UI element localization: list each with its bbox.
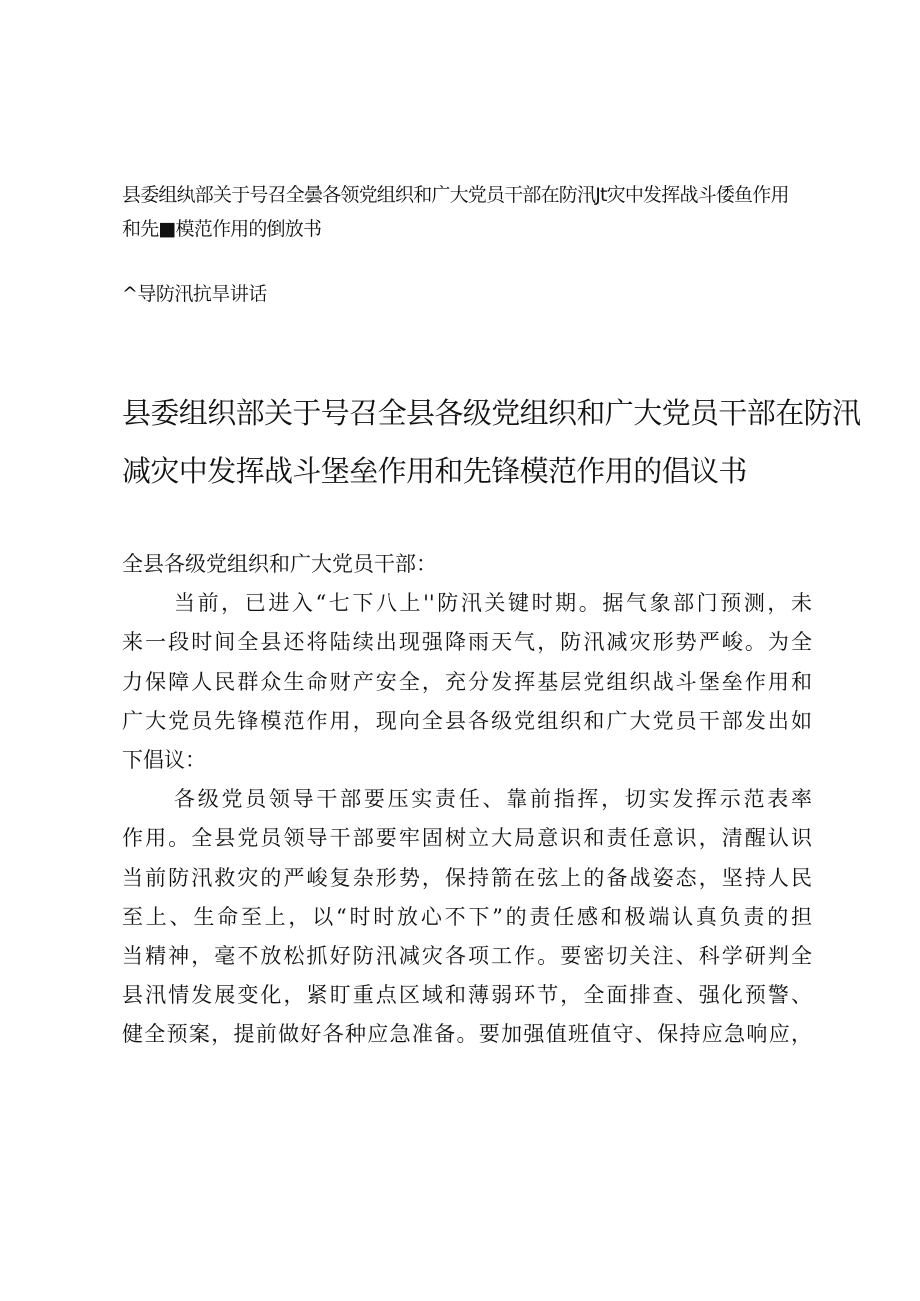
- document-body: [122, 545, 812, 1055]
- document-title-line: 县委组织部关于号召全县各级党组织和广大党员干部在防汛: [122, 396, 861, 430]
- header-title-line: 和先■模范作用的倒放书: [122, 218, 322, 240]
- paragraph-line: 作用。全县党员领导干部要牢固树立大局意识和责任意识，清醒认识: [122, 826, 812, 851]
- salutation: 全县各级党组织和广大党员干部：: [122, 552, 437, 576]
- paragraph-line: 各级党员领导干部要压实责任、靠前指挥，切实发挥示范表率: [174, 787, 812, 812]
- document-title: [122, 384, 861, 500]
- paragraph-line: 广大党员先锋模范作用，现向全县各级党组织和广大党员干部发出如: [122, 708, 812, 733]
- header-subtitle: ^导防汛抗旱讲话: [122, 283, 267, 305]
- paragraph-line: 健全预案，提前做好各种应急准备。要加强值班值守、保持应急响应，: [122, 1022, 812, 1047]
- paragraph-line: 下倡议：: [122, 748, 206, 773]
- paragraph-line: 当前防汛救灾的严峻复杂形势，保持箭在弦上的备战姿态，坚持人民: [122, 865, 812, 890]
- paragraph-line: 当精神，毫不放松抓好防汛减灾各项工作。要密切关注、科学研判全: [122, 944, 812, 969]
- paragraph-line: 当前，已进入“七下八上''防汛关键时期。据气象部门预测，未: [174, 591, 812, 616]
- header-title-line: 县委组纨部关于号召全曇各领党组织和广大党员干部在防汛Jt灾中发挥战斗倭鱼作用: [122, 184, 789, 206]
- header-title: [122, 178, 822, 246]
- paragraph-line: 至上、生命至上，以“时时放心不下”的责任感和极端认真负责的担: [122, 904, 812, 929]
- paragraph-line: 力保障人民群众生命财产安全，充分发挥基层党组织战斗堡垒作用和: [122, 669, 812, 694]
- paragraph-2: [122, 780, 812, 1054]
- paragraph-line: 来一段时间全县还将陆续出现强降雨天气，防汛减灾形势严峻。为全: [122, 630, 812, 655]
- paragraph-1: [122, 584, 812, 780]
- document-title-line: 减灾中发挥战斗堡垒作用和先锋模范作用的倡议书: [122, 454, 747, 488]
- paragraph-line: 县汛情发展变化，紧盯重点区域和薄弱环节，全面排查、强化预警、: [122, 983, 812, 1008]
